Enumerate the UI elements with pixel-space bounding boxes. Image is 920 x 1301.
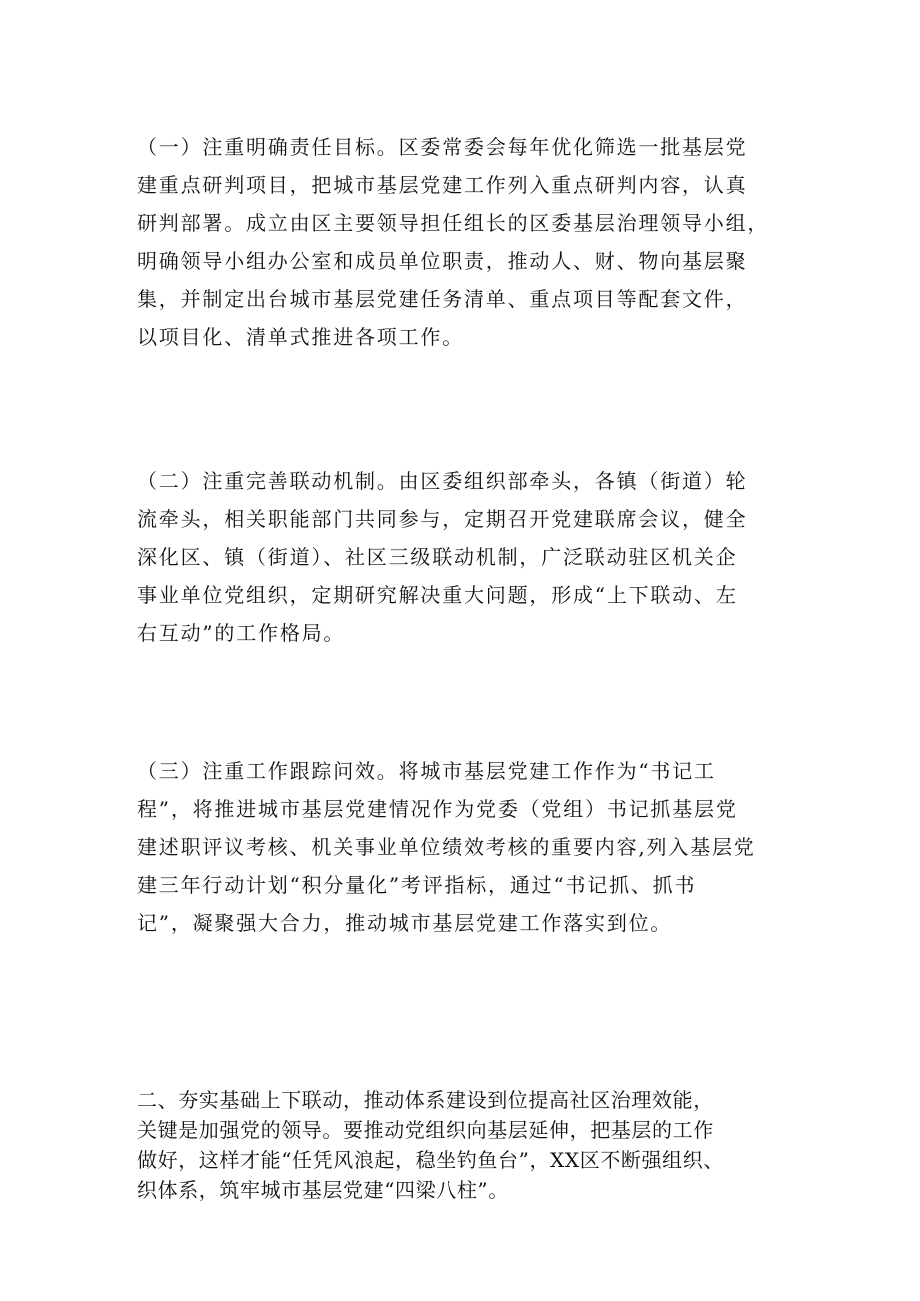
text-line: 建述职评议考核、机关事业单位绩效考核的重要内容,列入基层党 (137, 835, 756, 859)
text-line: 建三年行动计划“积分量化”考评指标，通过“书记抓、抓书 (137, 873, 697, 897)
text-line: （二）注重完善联动机制。由区委组织部牵头，各镇（街道）轮 (137, 469, 748, 493)
text-line: 研判部署。成立由区主要领导担任组长的区委基层治理领导小组， (137, 211, 770, 235)
text-line: 流牵头，相关职能部门共同参与，定期召开党建联席会议，健全 (137, 507, 748, 531)
paragraph-section-2 (137, 462, 747, 652)
paragraph-section-1 (137, 128, 769, 356)
text-line: 事业单位党组织，定期研究解决重大问题，形成“上下联动、左 (137, 583, 738, 607)
text-line: 记”，凝聚强大合力，推动城市基层党建工作落实到位。 (137, 911, 673, 935)
text-line: 深化区、镇（街道）、社区三级联动机制，广泛联动驻区机关企 (137, 545, 738, 569)
paragraph-part-2 (137, 1085, 724, 1205)
text-line: 建重点研判项目，把城市基层党建工作列入重点研判内容，认真 (137, 173, 748, 197)
text-line: （一）注重明确责任目标。区委常委会每年优化筛选一批基层党 (137, 135, 748, 159)
text-line: （三）注重工作跟踪问效。将城市基层党建工作作为“书记工 (137, 759, 716, 783)
text-line: 以项目化、清单式推进各项工作。 (137, 325, 464, 349)
text-line: 关键是加强党的领导。要推动党组织向基层延伸，把基层的工作 (137, 1118, 714, 1142)
paragraph-section-3 (137, 752, 756, 942)
text-line: 程”，将推进城市基层党建情况作为党委（党组）书记抓基层党 (137, 797, 738, 821)
text-line: 集，并制定出台城市基层党建任务清单、重点项目等配套文件， (137, 287, 748, 311)
text-line: 明确领导小组办公室和成员单位职责，推动人、财、物向基层聚 (137, 249, 748, 273)
text-line: 二、夯实基础上下联动，推动体系建设到位提高社区治理效能， (137, 1088, 714, 1112)
text-line: 织体系，筑牢城市基层党建“四梁八柱”。 (137, 1178, 509, 1202)
text-line: 做好，这样才能“任凭风浪起，稳坐钓鱼台”，XX区不断强组织、 (137, 1148, 724, 1172)
text-line: 右互动”的工作格局。 (137, 621, 346, 645)
